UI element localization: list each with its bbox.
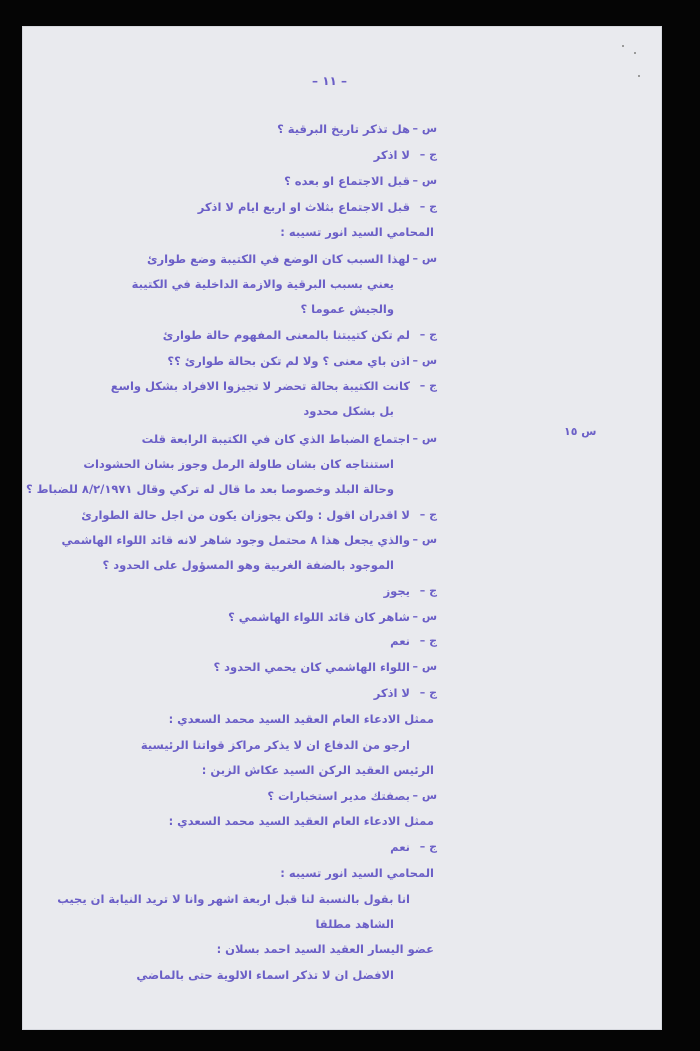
- line-marker: ج –: [419, 508, 437, 521]
- transcript-line: لا اقدران اقول : ولكن يجوزان يكون من اجل حالة الطوارئ: [81, 508, 410, 522]
- transcript-line: ارجو من الدفاع ان لا يذكر مراكز قواتنا الرئيسية: [140, 738, 410, 752]
- transcript-line: لا اذكر: [373, 686, 410, 700]
- transcript-line: اجتماع الضباط الذي كان في الكتيبة الرابعة قلت: [141, 432, 410, 446]
- transcript-line: شاهر كان قائد اللواء الهاشمي ؟: [228, 610, 410, 624]
- transcript-line: لهذا السبب كان الوضع في الكتيبة وضع طوارئ: [146, 252, 410, 266]
- transcript-line: لا اذكر: [373, 148, 410, 162]
- transcript-line: بل بشكل محدود: [303, 404, 394, 418]
- transcript-line: المحامي السيد انور تسيبه :: [280, 866, 434, 880]
- line-marker: ج –: [419, 148, 437, 161]
- line-marker: س –: [412, 533, 437, 546]
- transcript-line: الشاهد مطلقا: [315, 917, 394, 931]
- transcript-line: بصفتك مدير استخبارات ؟: [267, 789, 410, 803]
- line-marker: ج –: [419, 840, 437, 853]
- line-marker: س –: [412, 252, 437, 265]
- transcript-line: الموجود بالضفة الغربية وهو المسؤول على الحدود ؟: [102, 558, 394, 572]
- line-marker: س –: [412, 354, 437, 367]
- line-marker: ج –: [419, 200, 437, 213]
- transcript-line: قبل الاجتماع او بعده ؟: [284, 174, 410, 188]
- line-marker: س –: [412, 789, 437, 802]
- transcript-line: اللواء الهاشمي كان يحمي الحدود ؟: [213, 660, 410, 674]
- transcript-line: الافضل ان لا تذكر اسماء الالوية حتى بالماضي: [136, 968, 394, 982]
- line-marker: س –: [412, 660, 437, 673]
- transcript-line: هل تذكر تاريخ البرقية ؟: [277, 122, 410, 136]
- transcript-line: والجيش عموما ؟: [300, 302, 394, 316]
- transcript-line: لم تكن كتيبتنا بالمعنى المفهوم حالة طوارئ: [162, 328, 410, 342]
- line-marker: ج –: [419, 328, 437, 341]
- document-page: [22, 26, 662, 1030]
- transcript-line: ممثل الادعاء العام العقيد السيد محمد السعدي :: [168, 814, 434, 828]
- transcript-line: المحامي السيد انور تسيبه :: [280, 225, 434, 239]
- line-marker: ج –: [419, 686, 437, 699]
- corner-dot: [638, 75, 640, 77]
- transcript-line: ممثل الادعاء العام العقيد السيد محمد السعدي :: [168, 712, 434, 726]
- transcript-line: قبل الاجتماع بثلاث او اربع ايام لا اذكر: [197, 200, 410, 214]
- transcript-line: نعم: [390, 634, 410, 648]
- transcript-line: انا بقول بالنسبة لنا قبل اربعة اشهر وانا لا تريد النيابة ان يجيب: [57, 892, 410, 906]
- transcript-line: نعم: [390, 840, 410, 854]
- line-marker: س –: [412, 122, 437, 135]
- transcript-line: اذن باي معنى ؟ ولا لم تكن بحالة طوارئ ؟؟: [167, 354, 410, 368]
- transcript-line: استنتاجه كان بشان طاولة الرمل وجوز بشان الحشودات: [83, 457, 394, 471]
- transcript-line: كانت الكتيبة بحالة تحضر لا تجيزوا الافراد بشكل واسع: [110, 379, 410, 393]
- line-marker: ج –: [419, 379, 437, 392]
- page-number: – ١١ –: [312, 74, 348, 88]
- transcript-line: يعني بسبب البرقية والازمة الداخلية في الكتيبة: [131, 277, 394, 291]
- transcript-line: عضو اليسار العقيد السيد احمد بسلان :: [216, 942, 434, 956]
- transcript-line: وحالة البلد وخصوصا بعد ما قال له تركي وقال ٨/٢/١٩٧١ للضباط ؟: [25, 482, 394, 496]
- transcript-line: الرئيس العقيد الركن السيد عكاش الزبن :: [201, 763, 434, 777]
- transcript-line: والذي يجعل هذا ٨ محتمل وجود شاهر لانه قائد اللواء الهاشمي: [61, 533, 410, 547]
- line-marker: س –: [412, 174, 437, 187]
- corner-dot: [634, 52, 636, 54]
- transcript-line: يجوز: [383, 584, 410, 598]
- line-marker: ج –: [419, 634, 437, 647]
- line-marker: س –: [412, 432, 437, 445]
- margin-note: س ١٥: [564, 425, 597, 438]
- corner-dot: [622, 45, 624, 47]
- line-marker: س –: [412, 610, 437, 623]
- line-marker: ج –: [419, 584, 437, 597]
